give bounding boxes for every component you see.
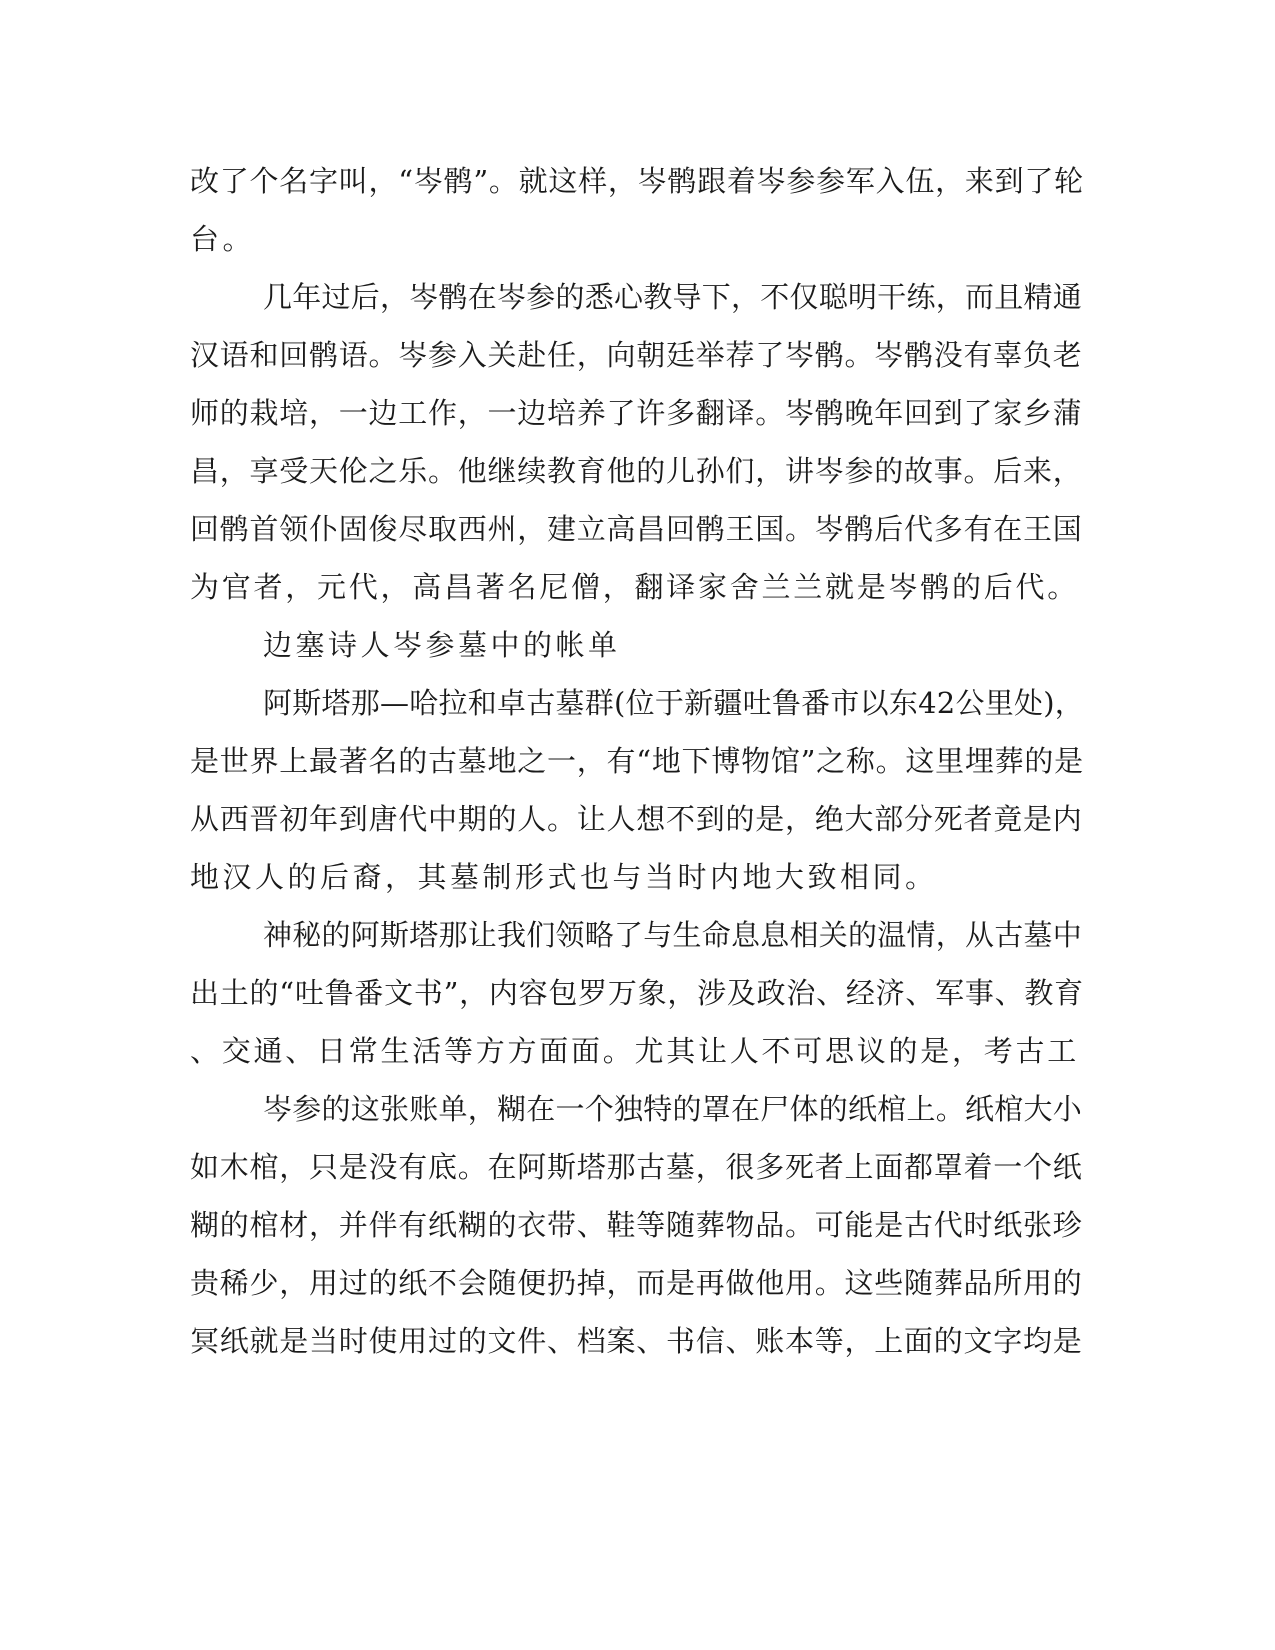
paragraph-start-line: 阿斯塔那—哈拉和卓古墓群(位于新疆吐鲁番市以东42公里处)， [263, 686, 1085, 720]
body-text-line: 是世界上最著名的古墓地之一，有“地下博物馆”之称。这里埋葬的是 [190, 744, 1084, 778]
paragraph-start-line: 岑参的这张账单，糊在一个独特的罩在尸体的纸棺上。纸棺大小 [263, 1092, 1083, 1126]
body-text-line: 地汉人的后裔，其墓制形式也与当时内地大致相同。 [190, 860, 938, 894]
body-text-line: 改了个名字叫，“岑鹘”。就这样，岑鹘跟着岑参参军入伍，来到了轮 [190, 164, 1084, 198]
paragraph-start-line: 几年过后，岑鹘在岑参的悉心教导下，不仅聪明干练，而且精通 [263, 280, 1083, 314]
body-text-line: 贵稀少，用过的纸不会随便扔掉，而是再做他用。这些随葬品所用的 [190, 1266, 1083, 1300]
body-text-line: 为官者，元代，高昌著名尼僧，翻译家舍兰兰就是岑鹘的后代。 [190, 570, 1080, 604]
section-heading: 边塞诗人岑参墓中的帐单 [263, 628, 621, 662]
body-text-line: 台。 [190, 222, 256, 256]
body-text-line: 回鹘首领仆固俊尽取西州，建立高昌回鹘王国。岑鹘后代多有在王国 [190, 512, 1083, 546]
body-text-line: 从西晋初年到唐代中期的人。让人想不到的是，绝大部分死者竟是内 [190, 802, 1083, 836]
body-text-line: 师的栽培，一边工作，一边培养了许多翻译。岑鹘晚年回到了家乡蒲 [190, 396, 1083, 430]
body-text-line: 冥纸就是当时使用过的文件、档案、书信、账本等，上面的文字均是 [190, 1324, 1083, 1358]
body-text-line: 出土的“吐鲁番文书”，内容包罗万象，涉及政治、经济、军事、教育 [190, 976, 1084, 1010]
body-text-line: 如木棺，只是没有底。在阿斯塔那古墓，很多死者上面都罩着一个纸 [190, 1150, 1083, 1184]
paragraph-start-line: 神秘的阿斯塔那让我们领略了与生命息息相关的温情，从古墓中 [263, 918, 1083, 952]
body-text-line: 汉语和回鹘语。岑参入关赴任，向朝廷举荐了岑鹘。岑鹘没有辜负老 [190, 338, 1083, 372]
body-text-line: 昌，享受天伦之乐。他继续教育他的儿孙们，讲岑参的故事。后来， [190, 454, 1083, 488]
body-text-line: 糊的棺材，并伴有纸糊的衣带、鞋等随葬物品。可能是古代时纸张珍 [190, 1208, 1083, 1242]
body-text-line: 、交通、日常生活等方方面面。尤其让人不可思议的是，考古工 [190, 1034, 1080, 1068]
